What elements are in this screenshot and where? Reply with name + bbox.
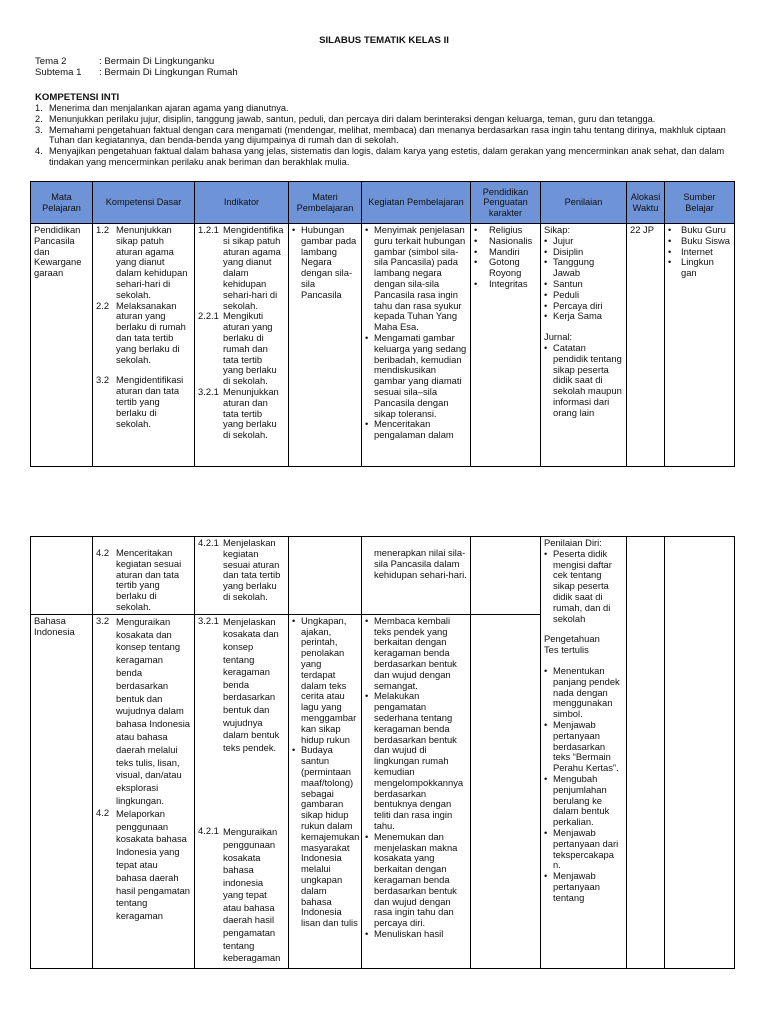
cell-mapel (31, 224, 93, 467)
kd-num: 3.2 (96, 374, 110, 386)
cell-kegiatan (362, 537, 471, 615)
materi-item: • Budaya santun (permintaan maaf/tolong) sebagai gambaran sikap hidup rukun dalam kemajemukan masyarakat Indonesia melalui ungkapan dalam bahasa Indonesia lisan dan tulis (292, 744, 360, 929)
sumber-item: • Lingkun gan (668, 257, 731, 279)
kegiatan-text: Menemukan dan menjelaskan makna kosakata yang berkaitan dengan keragaman benda berdasarkan bentuk dan wujud dengan rasa ingin tahu dan percaya diri. (374, 830, 458, 929)
indikator-item (198, 538, 285, 603)
cell-karakter (471, 224, 541, 467)
cell-indikator (195, 224, 289, 467)
jurnal-item: • Catatan pendidik tentang sikap peserta didik saat di sekolah maupun informasi dari orang lain (544, 341, 622, 418)
ki-item (35, 114, 747, 125)
kd-item (96, 616, 191, 808)
pengetahuan-label: Pengetahuan (544, 633, 600, 645)
karakter-text: Mandiri (489, 245, 520, 257)
ki-text: Menyajikan pengetahuan faktual dalam bahasa yang jelas, sistematis dan logis, dalam karya yang estetis, dalam gerakan yang mencerminkan anak sehat, dan dalam tindakan yang mencerminkan perilaku anak beriman dan berakhlak mulia. (49, 146, 725, 167)
karakter-item: • Gotong Royong (474, 257, 537, 279)
cell-kd (93, 614, 195, 968)
ki-item (35, 103, 747, 114)
subtema-line (35, 68, 238, 79)
kd-text: Melaporkan penggunaan kosakata bahasa Indonesia yang tepat atau bahasa daerah hasil pengamatan tentang keragaman (116, 807, 191, 922)
indikator-item (198, 616, 285, 755)
header-karakter: Pendidikan Penguatan karakter (471, 182, 541, 224)
kd-item (96, 301, 191, 366)
materi-text: Ungkapan, ajakan, perintah, penolakan yang terdapat dalam teks cerita atau lagu yang menggambar kan sikap hidup rukun (301, 614, 357, 745)
karakter-item: • Integritas (474, 279, 537, 290)
kegiatan-item: • Melakukan pengamatan sederhana tentang keragaman benda berdasarkan bentuk dan wujud di lingkungan rumah kemudian mengelompokkannya berdasarkan bentuknya dengan teliti dan rasa ingin tahu. (365, 691, 467, 831)
sumber-item: • Buku Siswa (668, 234, 730, 246)
cell-kegiatan (362, 224, 471, 467)
kegiatan-text: Menuliskan hasil (374, 927, 444, 939)
kegiatan-text: Menyimak penjelasan guru terkait hubungan gambar (simbol sila-sila Pancasila) pada lambang negara dengan sila-sila Pancasila rasa ingin tahu dan rasa syukur kepada Tuhan Yang Maha Esa. (374, 224, 466, 333)
cell-sumber (665, 224, 735, 467)
cell-karakter (471, 537, 541, 615)
materi-text: Budaya santun (permintaan maaf/tolong) sebagai gambaran sikap hidup rukun dalam kemajemukan masyarakat Indonesia melalui ungkapan dalam bahasa Indonesia lisan dan tulis (301, 744, 360, 929)
cell-alokasi (627, 224, 665, 467)
kd-num: 4.2 (96, 547, 110, 558)
ki-item (35, 125, 747, 147)
ki-text: Memahami pengetahuan faktual dengan cara mengamati (mendengar, melihat, membaca) dan menanya berdasarkan rasa ingin tahu tentang dirinya, makhluk ciptaan Tuhan dan kegiatannya, dan benda-benda yang dijumpainya di rumah dan di sekolah. (49, 124, 726, 146)
cell-mapel (31, 614, 93, 968)
tes-label: Tes tertulis (544, 644, 589, 656)
alokasi-text: 22 JP (630, 224, 654, 235)
karakter-item: • Religius (474, 225, 537, 236)
mapel-text: Pendidikan Pancasila dan Kewargane garaan (34, 224, 82, 279)
sikap-text: Santun (553, 277, 583, 289)
penilaian-diri-label: Penilaian Diri: (544, 537, 602, 548)
silabus-table-1 (30, 181, 735, 467)
kegiatan-item: • Membaca kembali teks pendek yang berkaitan dengan keragaman benda berdasarkan bentuk dan wujud dengan semangat. (365, 616, 467, 692)
ki-item (35, 146, 747, 168)
indikator-item (198, 225, 285, 311)
materi-text: Hubungan gambar pada lambang Negara dengan sila-sila Pancasila (301, 224, 357, 300)
indikator-text: Menunjukkan aturan dan tata tertib yang berlaku di sekolah. (223, 385, 279, 441)
sikap-text: Percaya diri (553, 299, 603, 311)
materi-item: • Hubungan gambar pada lambang Negara dengan sila-sila Pancasila (292, 224, 357, 300)
indikator-text: Menjelaskan kegiatan sesuai aturan dan tata tertib yang berlaku di sekolah. (223, 537, 281, 602)
sikap-text: Kerja Sama (553, 310, 602, 322)
ki-num: 4. (35, 146, 43, 157)
karakter-text: Integritas (489, 277, 528, 289)
kd-item (96, 548, 191, 613)
header-kompetensi-dasar: Kompetensi Dasar (93, 182, 195, 224)
header-materi: Materi Pembelajaran (289, 182, 362, 224)
penilaian-diri-item: • Peserta didik mengisi daftar cek tentang sikap peserta didik saat di rumah, dan di sekolah (544, 549, 623, 625)
indikator-num: 3.2.1 (198, 385, 219, 397)
sumber-text: Buku Guru (681, 224, 726, 235)
kegiatan-text: Membaca kembali teks pendek yang berkaitan dengan keragaman benda berdasarkan bentuk dan wujud dengan semangat. (374, 614, 457, 691)
kegiatan-text: Menceritakan pengalaman dalam (374, 418, 454, 441)
kd-num: 2.2 (96, 299, 110, 311)
table-row (31, 224, 735, 467)
sumber-text: Lingkun gan (681, 256, 714, 279)
kd-text: Menguraikan kosakata dan konsep tentang keragaman benda berdasarkan bentuk dan wujudnya dalam bahasa Indonesia atau bahasa daerah melalui teks tulis, lisan, visual, dan/atau eksplorasi lingkungan. (116, 615, 191, 806)
karakter-text: Religius (489, 224, 523, 235)
silabus-table-2 (30, 536, 735, 969)
tema-value: : Bermain Di Lingkunganku (99, 56, 215, 67)
penilaian-text: Mengubah penjumlahan berulang ke dalam bentuk perkalian. (553, 772, 610, 828)
penilaian-diri-text: Peserta didik mengisi daftar cek tentang sikap peserta didik saat di rumah, dan di sekolah (553, 547, 612, 624)
kompetensi-inti-list (35, 103, 747, 168)
indikator-num: 2.2.1 (198, 310, 219, 322)
kompetensi-inti-heading: KOMPETENSI INTI (35, 92, 120, 103)
sikap-text: Jujur (553, 234, 574, 246)
sumber-item: • Buku Guru (668, 225, 731, 236)
kd-text: Menceritakan kegiatan sesuai aturan dan tata tertib yang berlaku di sekolah. (116, 547, 182, 612)
indikator-item (198, 387, 285, 441)
sikap-item: • Peduli (544, 290, 623, 301)
indikator-text: Mengikuti aturan yang berlaku di rumah dan tata tertib yang berlaku di sekolah. (223, 310, 277, 387)
kegiatan-item: • Menemukan dan menjelaskan makna kosakata yang berkaitan dengan keragaman benda berdasarkan bentuk dan wujud dengan rasa ingin tahu dan percaya diri. (365, 832, 467, 929)
indikator-item (198, 826, 285, 965)
penilaian-text: Menjawab pertanyaan berdasarkan teks “Bermain Perahu Kertas”. (553, 718, 619, 774)
kegiatan-item: • Menyimak penjelasan guru terkait hubungan gambar (simbol sila-sila Pancasila) pada lambang negara dengan sila-sila Pancasila rasa ingin tahu dan rasa syukur kepada Tuhan Yang Maha Esa. (365, 224, 466, 333)
kd-num: 1.2 (96, 224, 110, 235)
cell-indikator (195, 614, 289, 968)
indikator-num: 4.2.1 (198, 825, 219, 837)
cell-mapel (31, 537, 93, 615)
kd-text: Mengidentifikasi aturan dan tata tertib yang berlaku di sekolah. (116, 374, 184, 429)
cell-alokasi (627, 537, 665, 969)
cell-materi (289, 537, 362, 615)
penilaian-text: Menjawab pertanyaan tentang (553, 870, 600, 903)
indikator-item (198, 311, 285, 387)
karakter-item: • Nasionalis (474, 236, 537, 247)
table-header-row (31, 182, 735, 224)
jurnal-text: Catatan pendidik tentang sikap peserta didik saat di sekolah maupun informasi dari orang lain (553, 341, 622, 418)
kd-text: Melaksanakan aturan yang berlaku di rumah dan tata tertib yang berlaku di sekolah. (116, 299, 186, 365)
cell-kd (93, 537, 195, 615)
ki-text: Menunjukkan perilaku jujur, disiplin, tanggung jawab, santun, peduli, dan percaya diri dalam berinteraksi dengan keluarga, teman, guru dan tetangga. (49, 113, 656, 124)
sikap-item: • Tanggung Jawab (544, 257, 623, 279)
header-indikator: Indikator (195, 182, 289, 224)
table-row (31, 537, 735, 615)
penilaian-item: • Menentukan panjang pendek nada dengan menggunakan simbol. (544, 666, 623, 720)
indikator-text: Menjelaskan kosakata dan konsep tentang keragaman benda berdasarkan bentuk dan wujudnya dalam bentuk teks pendek. (223, 615, 280, 753)
kd-item (96, 375, 191, 429)
karakter-text: Nasionalis (489, 234, 533, 246)
sumber-text: Internet (681, 245, 713, 257)
indikator-text: Mengidentifika si sikap patuh aturan agama yang dianut dalam kehidupan sehari-hari di sekolah. (223, 224, 284, 311)
karakter-text: Gotong Royong (489, 256, 522, 279)
kegiatan-item: • Menceritakan pengalaman dalam (365, 419, 467, 441)
ki-num: 1. (35, 103, 43, 113)
kd-item (96, 225, 191, 301)
header-sumber: Sumber Belajar (665, 182, 735, 224)
penilaian-text: Menjawab pertanyaan dari tekspercakapa n. (553, 826, 619, 871)
sikap-text: Tanggung Jawab (553, 256, 595, 279)
tema-label: Tema 2 (35, 56, 67, 67)
sikap-item: • Santun (544, 279, 623, 290)
cell-indikator (195, 537, 289, 615)
penilaian-text: Menentukan panjang pendek nada dengan menggunakan simbol. (553, 664, 620, 720)
cell-materi (289, 614, 362, 968)
penilaian-item: • Menjawab pertanyaan berdasarkan teks “Bermain Perahu Kertas”. (544, 720, 623, 774)
mapel-text: Bahasa Indonesia (34, 614, 75, 637)
penilaian-sikap-label: Sikap: (544, 224, 571, 235)
header-penilaian: Penilaian (541, 182, 627, 224)
header-mata-pelajaran: Mata Pelajaran (31, 182, 93, 224)
sikap-item: • Kerja Sama (544, 311, 623, 322)
ki-num: 3. (35, 124, 43, 135)
kegiatan-text: Melakukan pengamatan sederhana tentang keragaman benda berdasarkan bentuk dan wujud di lingkungan rumah kemudian mengelompokkannya berdasarkan bentuknya dengan teliti dan rasa ingin tahu. (374, 690, 464, 831)
sikap-item: • Jujur (544, 236, 623, 247)
kegiatan-item: • Mengamati gambar keluarga yang sedang beribadah, kemudian mendiskusikan gambar yang diamati sesuai sila–sila Pancasila dengan sikap toleransi. (365, 331, 467, 419)
penilaian-item: • Menjawab pertanyaan dari tekspercakapa n. (544, 828, 623, 871)
subtema-value: : Bermain Di Lingkungan Rumah (99, 67, 238, 78)
cell-materi (289, 224, 362, 467)
page-title: SILABUS TEMATIK KELAS II (319, 35, 449, 46)
sumber-text: Buku Siswa (681, 234, 730, 246)
kd-num: 4.2 (96, 806, 110, 818)
kegiatan-text: Mengamati gambar keluarga yang sedang beribadah, kemudian mendiskusikan gambar yang diamati sesuai sila–sila Pancasila dengan sikap toleransi. (374, 331, 467, 419)
sumber-item: • Internet (668, 247, 731, 258)
kd-num: 3.2 (96, 614, 110, 626)
sikap-item: • Disiplin (544, 247, 623, 258)
karakter-item: • Mandiri (474, 247, 537, 258)
kegiatan-item: • Menuliskan hasil (365, 929, 467, 940)
cell-penilaian (541, 537, 627, 969)
kd-item (96, 808, 191, 923)
cell-karakter (471, 614, 541, 968)
header-kegiatan: Kegiatan Pembelajaran (362, 182, 471, 224)
ki-num: 2. (35, 113, 43, 124)
sikap-item: • Percaya diri (544, 301, 623, 312)
header-alokasi: Alokasi Waktu (627, 182, 665, 224)
sikap-text: Disiplin (553, 245, 584, 257)
indikator-num: 1.2.1 (198, 224, 219, 235)
cell-sumber (665, 537, 735, 969)
indikator-text: Menguraikan penggunaan kosakata bahasa indonesia yang tepat atau bahasa daerah hasil pengamatan tentang keberagaman (223, 826, 281, 964)
indikator-num: 4.2.1 (198, 537, 219, 548)
kegiatan-text: menerapkan nilai sila-sila Pancasila dalam kehidupan sehari-hari. (374, 547, 467, 580)
penilaian-jurnal-label: Jurnal: (544, 331, 573, 343)
materi-item: • Ungkapan, ajakan, perintah, penolakan yang terdapat dalam teks cerita atau lagu yang menggambar kan sikap hidup rukun (292, 614, 357, 745)
indikator-num: 3.2.1 (198, 614, 219, 626)
cell-penilaian (541, 224, 627, 467)
cell-kd (93, 224, 195, 467)
subtema-label: Subtema 1 (35, 67, 82, 78)
ki-text: Menerima dan menjalankan ajaran agama yang dianutnya. (49, 103, 289, 113)
penilaian-item: • Mengubah penjumlahan berulang ke dalam bentuk perkalian. (544, 774, 623, 828)
sikap-text: Peduli (553, 288, 580, 300)
kd-text: Menunjukkan sikap patuh aturan agama yang dianut dalam kehidupan sehari-hari di sekolah. (116, 224, 188, 300)
penilaian-item: • Menjawab pertanyaan tentang (544, 871, 623, 903)
cell-kegiatan (362, 614, 471, 968)
